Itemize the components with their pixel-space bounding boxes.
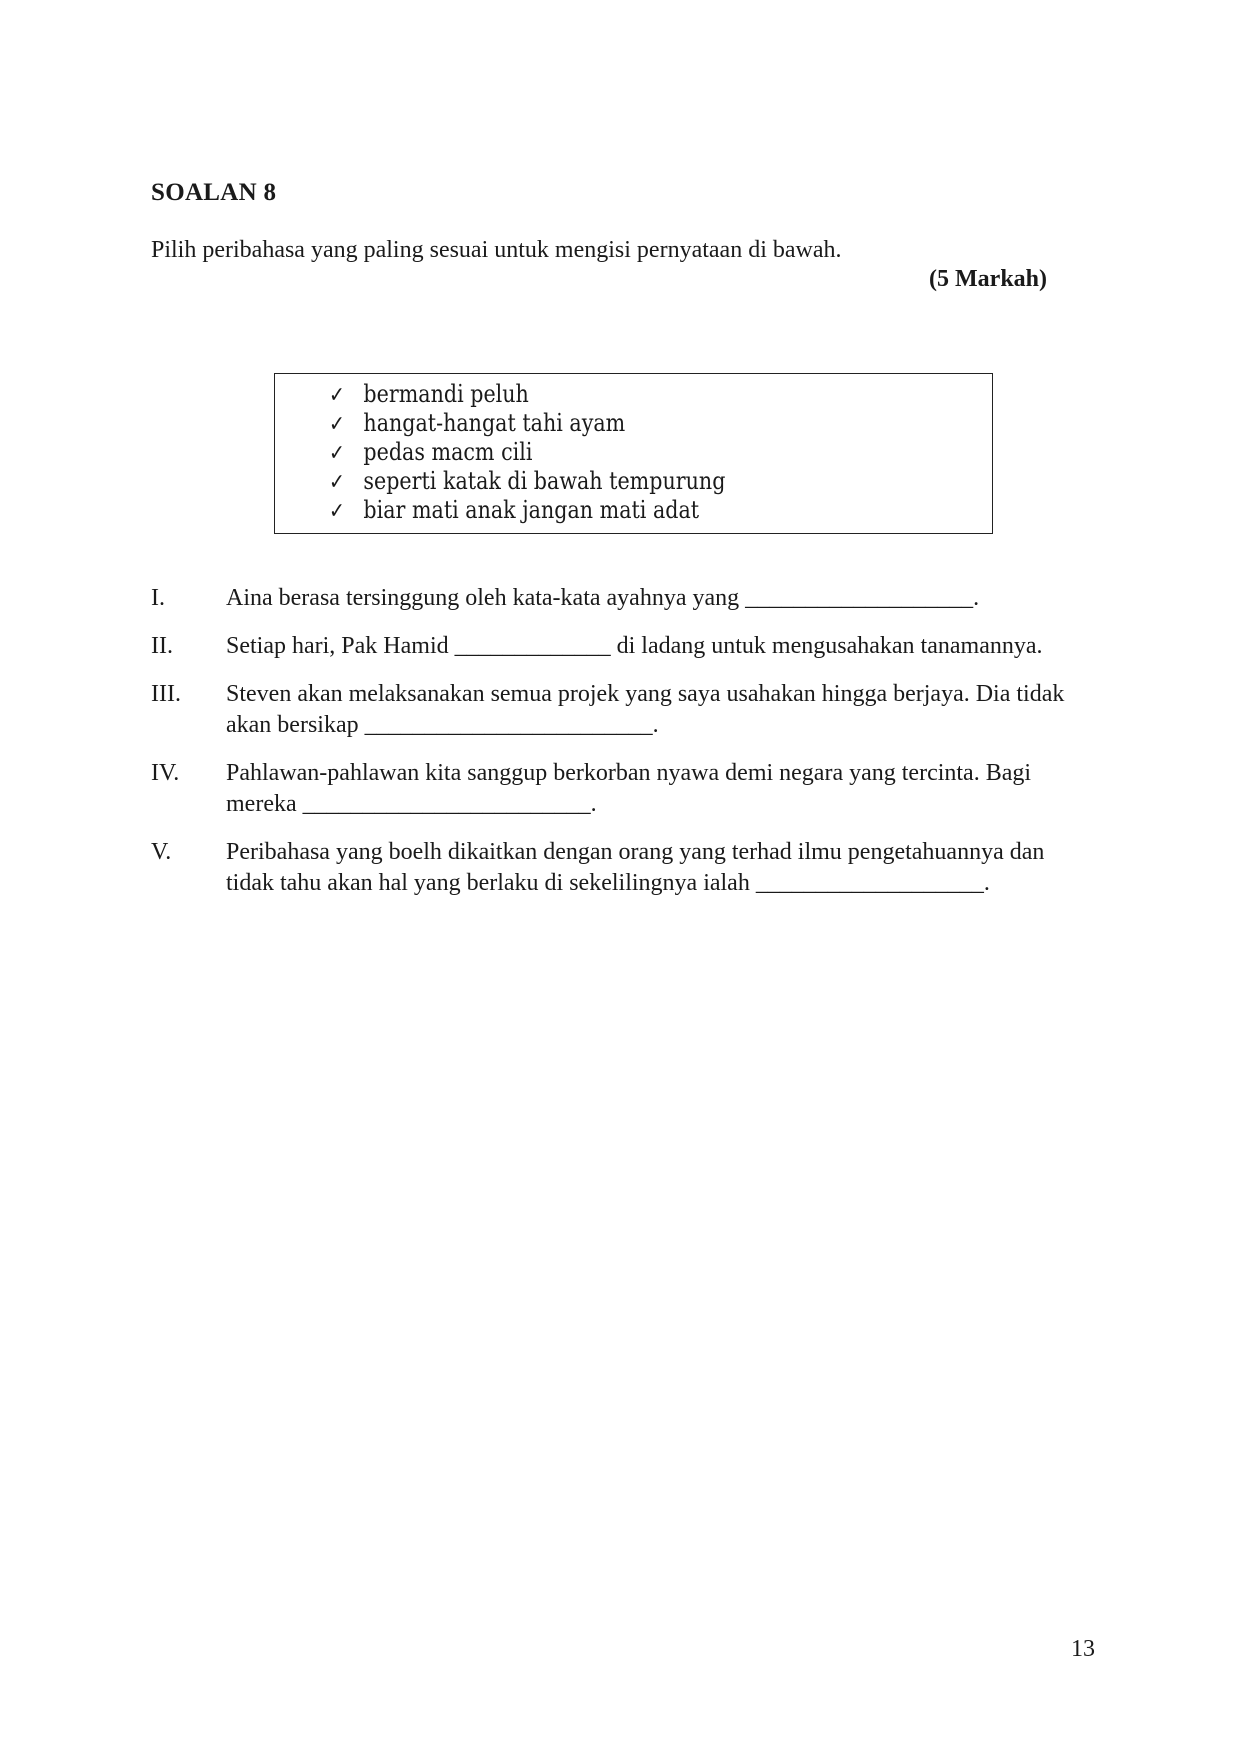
answer-options-box (274, 373, 993, 534)
check-icon: ✓ (329, 470, 345, 495)
question-item (151, 631, 1091, 662)
check-icon: ✓ (329, 441, 345, 466)
question-item (151, 837, 1091, 899)
answer-option-text: biar mati anak jangan mati adat (363, 496, 700, 524)
question-text: Setiap hari, Pak Hamid _____________ di ladang untuk mengusahakan tanamannya. (226, 633, 1043, 659)
answer-option (329, 496, 725, 525)
question-number: IV. (151, 760, 180, 786)
answer-options-list (329, 380, 790, 525)
marks-label: (5 Markah) (929, 266, 1047, 292)
answer-option-text: seperti katak di bawah tempurung (363, 467, 726, 495)
answer-option (329, 467, 725, 496)
question-text: Peribahasa yang boelh dikaitkan dengan orang yang terhad ilmu pengetahuannya dan tidak tahu akan hal yang berlaku di sekelilingnya ialah ___________________. (226, 839, 1045, 896)
question-number: V. (151, 839, 172, 865)
answer-option (329, 438, 725, 467)
answer-option-text: hangat-hangat tahi ayam (363, 409, 626, 437)
question-number: II. (151, 633, 173, 659)
page-number: 13 (1071, 1636, 1095, 1662)
answer-option (329, 380, 725, 409)
check-icon: ✓ (329, 383, 345, 408)
check-icon: ✓ (329, 412, 345, 437)
instruction-text: Pilih peribahasa yang paling sesuai untuk mengisi pernyataan di bawah. (151, 237, 842, 263)
answer-option-text: bermandi peluh (363, 380, 529, 408)
question-text: Pahlawan-pahlawan kita sanggup berkorban nyawa demi negara yang tercinta. Bagi mereka ________________________. (226, 760, 1032, 817)
check-icon: ✓ (329, 499, 345, 524)
question-number: I. (151, 585, 165, 611)
question-number: III. (151, 681, 181, 707)
question-item (151, 679, 1091, 741)
answer-option-text: pedas macm cili (363, 438, 533, 466)
question-text: Aina berasa tersinggung oleh kata-kata ayahnya yang ___________________. (226, 585, 980, 611)
question-item (151, 758, 1091, 820)
answer-option (329, 409, 725, 438)
question-text: Steven akan melaksanakan semua projek yang saya usahakan hingga berjaya. Dia tidak akan bersikap ________________________. (226, 681, 1065, 738)
question-item (151, 583, 1091, 614)
question-list (151, 583, 1091, 916)
question-heading: SOALAN 8 (151, 179, 277, 206)
